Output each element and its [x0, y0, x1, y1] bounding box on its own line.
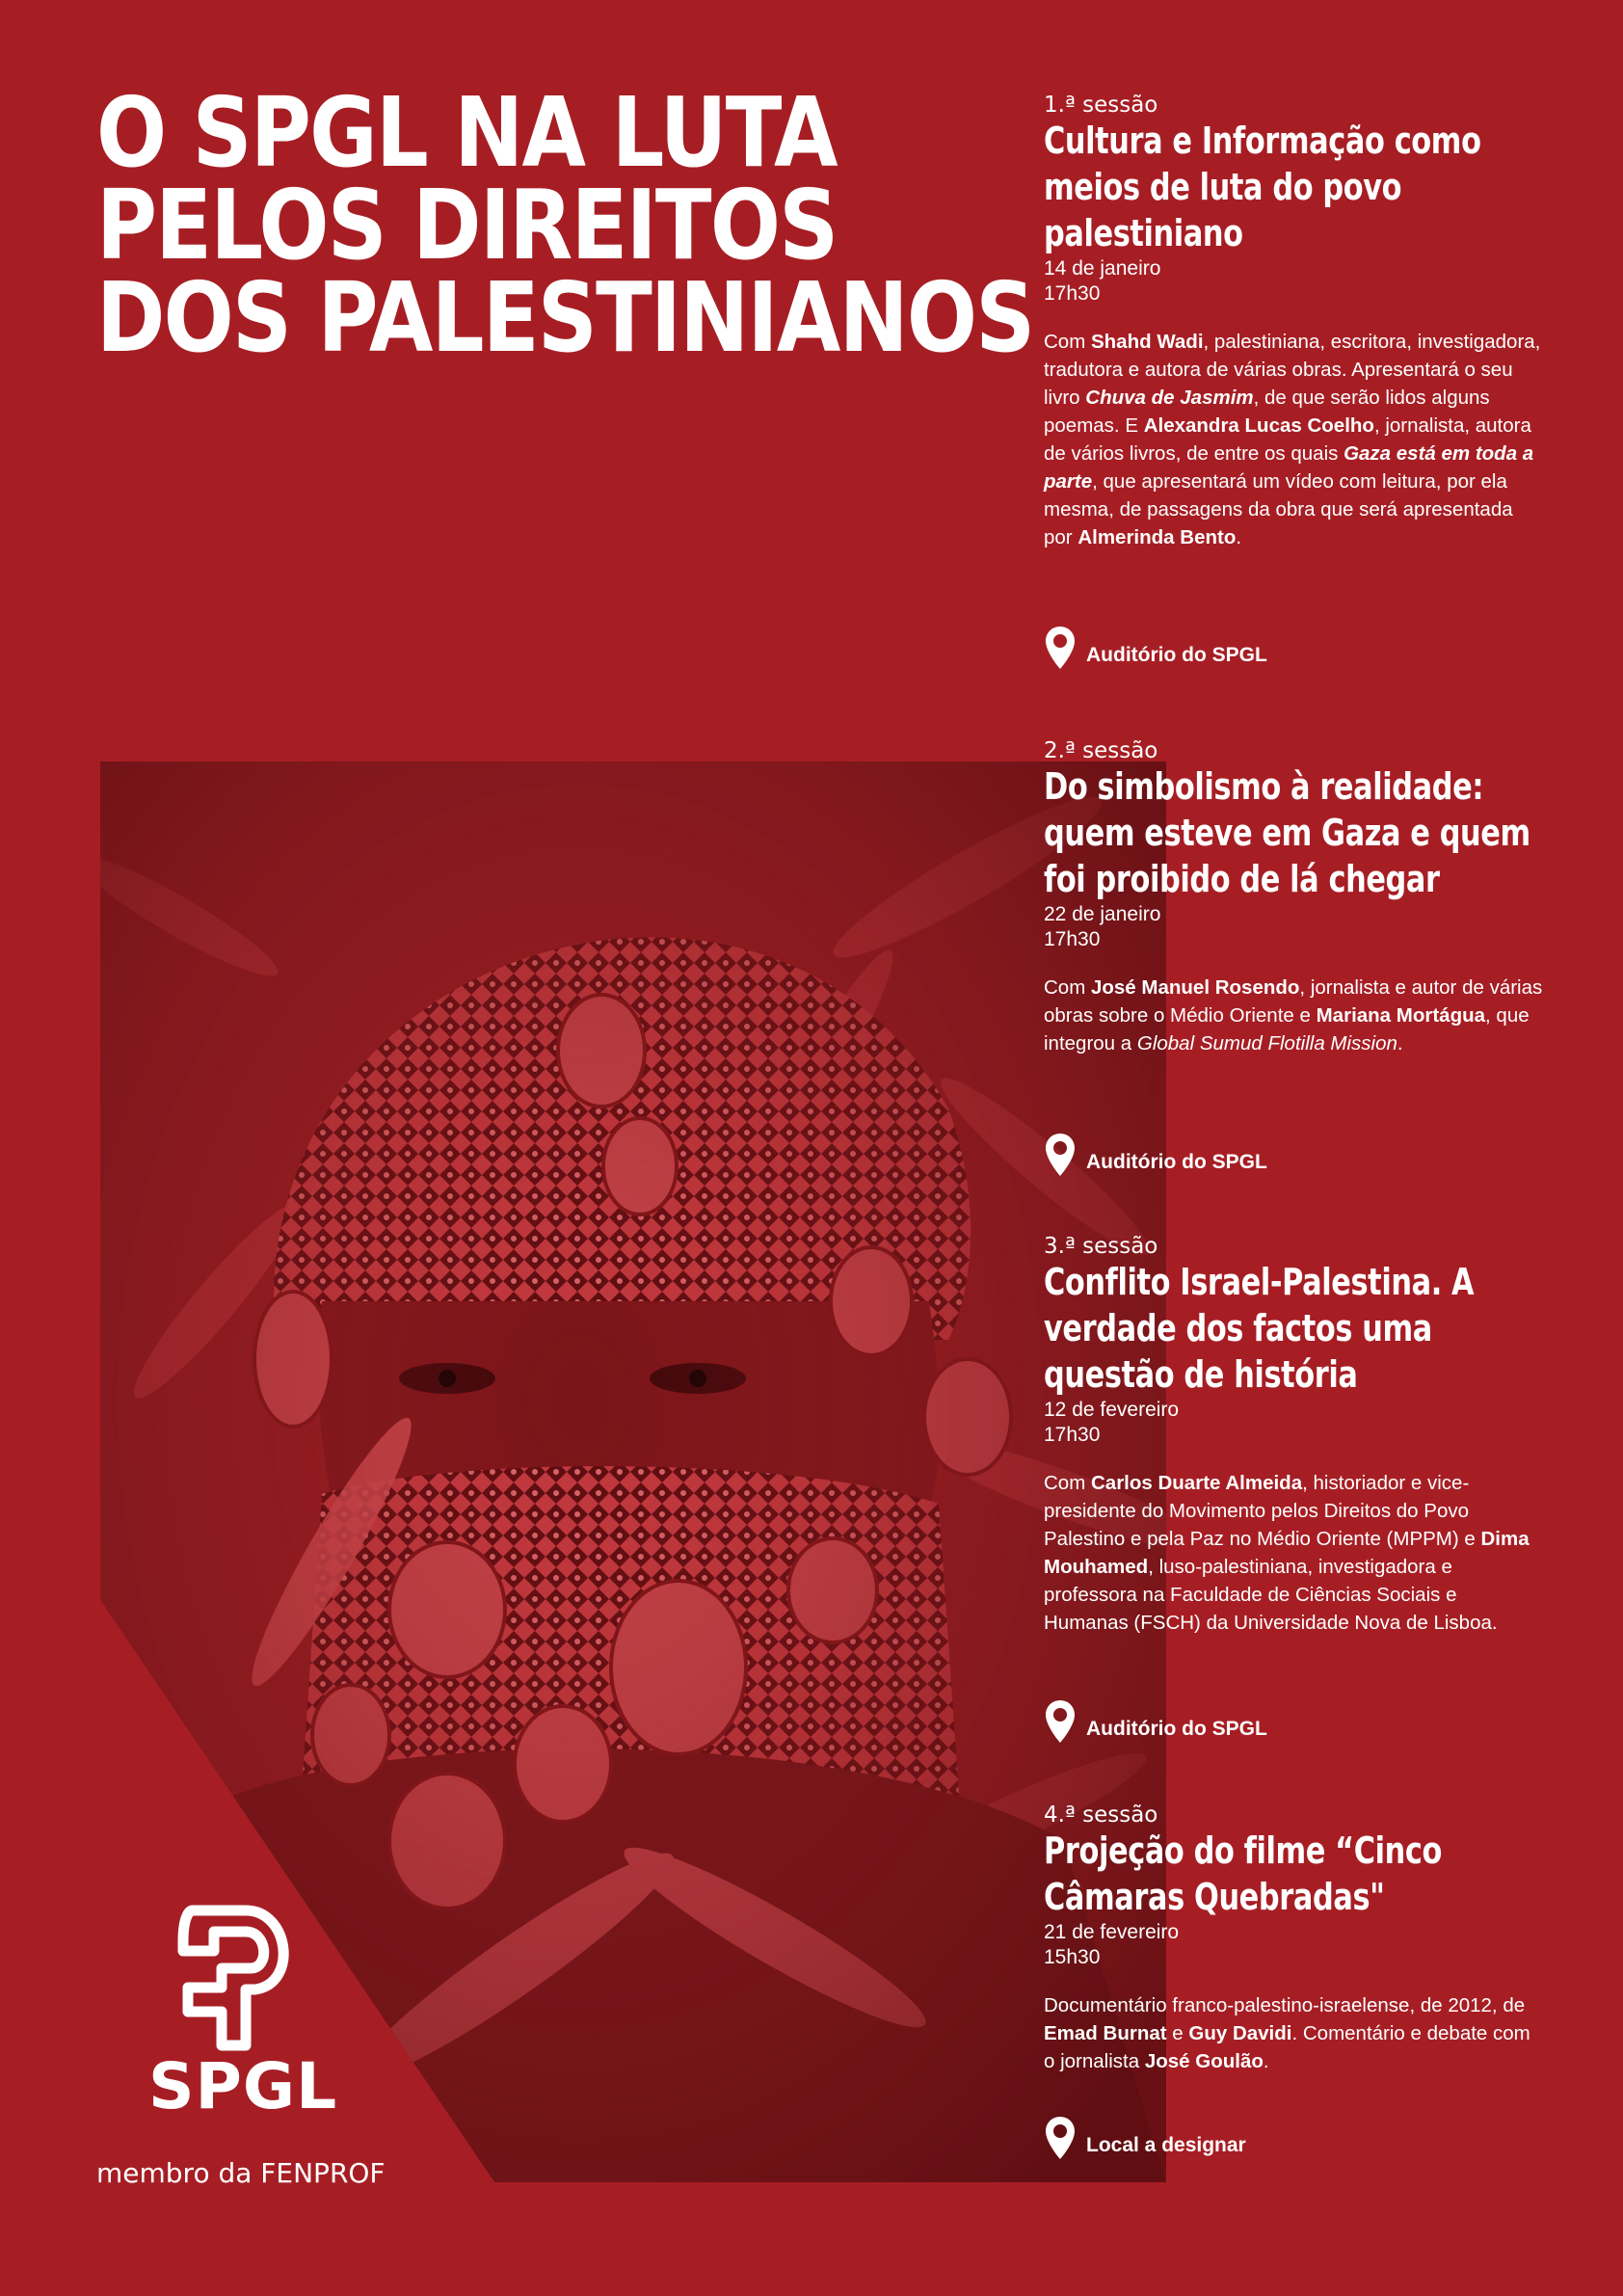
highlighted-text: Almerinda Bento: [1078, 526, 1237, 548]
poster-title: [96, 76, 1034, 374]
spgl-logo: [96, 1891, 386, 2200]
map-pin-icon: [1044, 1698, 1077, 1745]
map-pin-icon: [1044, 1132, 1077, 1178]
text-run: , jornalista e autor de várias obras sobre o Médio Oriente e: [1044, 976, 1543, 1027]
session-time: 17h30: [1044, 928, 1101, 950]
location-label: Auditório do SPGL: [1086, 1718, 1267, 1740]
session-time: 17h30: [1044, 282, 1101, 305]
session-date: 21 de fevereiro: [1044, 1921, 1180, 1943]
session-label: 4.ª sessão: [1044, 1802, 1158, 1828]
highlighted-text: Alexandra Lucas Coelho: [1143, 414, 1374, 437]
session-3: [1044, 1234, 1545, 1637]
session-description: [1044, 1991, 1545, 2075]
session-time: 15h30: [1044, 1946, 1101, 1968]
text-run: , palestiniana, escritora, investigadora, tradutora e autora de várias obras. Apresentará o seu livro: [1044, 331, 1541, 409]
text-run: , que integrou a: [1044, 1004, 1530, 1055]
highlighted-text: Shahd Wadi: [1090, 331, 1204, 353]
session-4-location: [1044, 2115, 1246, 2161]
spgl-logo-icon: [154, 1891, 308, 2055]
session-time: 17h30: [1044, 1424, 1101, 1446]
session-description: [1044, 974, 1545, 1057]
text-run: , de que serão lidos alguns poemas. E: [1044, 387, 1490, 437]
session-1-location: [1044, 625, 1267, 671]
highlighted-text: Gaza está em toda a parte: [1044, 442, 1534, 493]
text-run: .: [1263, 2050, 1269, 2072]
session-description: [1044, 1469, 1545, 1637]
text-run: , que apresentará um vídeo com leitura, por ela mesma, de passagens da obra que será apresentada por: [1044, 470, 1513, 548]
text-run: , jornalista, autora de vários livros, de entre os quais: [1044, 414, 1531, 465]
session-2-location: [1044, 1132, 1267, 1178]
highlighted-text: Guy Davidi: [1188, 2022, 1292, 2044]
session-title: Do simbolismo à realidade: quem esteve em Gaza e quem foi proibido de lá chegar: [1044, 765, 1530, 900]
text-run: .: [1397, 1032, 1403, 1055]
highlighted-text: José Goulão: [1144, 2050, 1264, 2072]
text-run: e: [1166, 2022, 1189, 2044]
session-4: [1044, 1802, 1545, 2075]
text-run: , luso-palestiniana, investigadora e professora na Faculdade de Ciências Sociais e Humanas (FSCH) da Universidade Nova de Lisboa.: [1044, 1556, 1498, 1634]
session-date: 22 de janeiro: [1044, 903, 1161, 925]
text-run: Global Sumud Flotilla Mission: [1136, 1032, 1397, 1055]
highlighted-text: Emad Burnat: [1044, 2022, 1167, 2044]
session-2: [1044, 738, 1545, 1057]
session-label: 1.ª sessão: [1044, 93, 1158, 118]
highlighted-text: Chuva de Jasmim: [1085, 387, 1254, 409]
title-line: PELOS DIREITOS: [96, 169, 838, 281]
map-pin-icon: [1044, 625, 1077, 671]
text-run: Com: [1044, 331, 1091, 353]
location-label: Auditório do SPGL: [1086, 644, 1267, 666]
highlighted-text: Dima Mouhamed: [1044, 1528, 1530, 1578]
logo-subtitle: membro da FENPROF: [96, 2157, 386, 2189]
highlighted-text: Carlos Duarte Almeida: [1090, 1472, 1303, 1494]
text-run: .: [1236, 526, 1242, 548]
session-description: [1044, 328, 1545, 551]
highlighted-text: José Manuel Rosendo: [1090, 976, 1300, 999]
map-pin-icon: [1044, 2115, 1077, 2161]
logo-name: SPGL: [148, 2049, 338, 2123]
location-label: Auditório do SPGL: [1086, 1151, 1267, 1173]
session-label: 3.ª sessão: [1044, 1234, 1158, 1259]
title-line: O SPGL NA LUTA: [96, 76, 837, 189]
text-run: , historiador e vice-presidente do Movimento pelos Direitos do Povo Palestino e pela Paz no Médio Oriente (MPPM) e: [1044, 1472, 1481, 1550]
title-line: DOS PALESTINIANOS: [96, 261, 1034, 374]
session-label: 2.ª sessão: [1044, 738, 1158, 763]
session-3-location: [1044, 1698, 1267, 1745]
session-date: 12 de fevereiro: [1044, 1399, 1180, 1421]
session-title: Conflito Israel-Palestina. A verdade dos factos uma questão de história: [1044, 1261, 1475, 1396]
location-label: Local a designar: [1086, 2134, 1246, 2156]
text-run: . Comentário e debate com o jornalista: [1044, 2022, 1530, 2072]
session-date: 14 de janeiro: [1044, 257, 1161, 280]
text-run: Com: [1044, 1472, 1091, 1494]
session-title: Projeção do filme “Cinco Câmaras Quebradas": [1044, 1829, 1443, 1918]
text-run: Com: [1044, 976, 1091, 999]
session-title: Cultura e Informação como meios de luta do povo palestiniano: [1044, 120, 1481, 254]
session-1: [1044, 93, 1545, 551]
text-run: Documentário franco-palestino-israelense, de 2012, de: [1044, 1994, 1526, 2016]
highlighted-text: Mariana Mortágua: [1316, 1004, 1486, 1027]
